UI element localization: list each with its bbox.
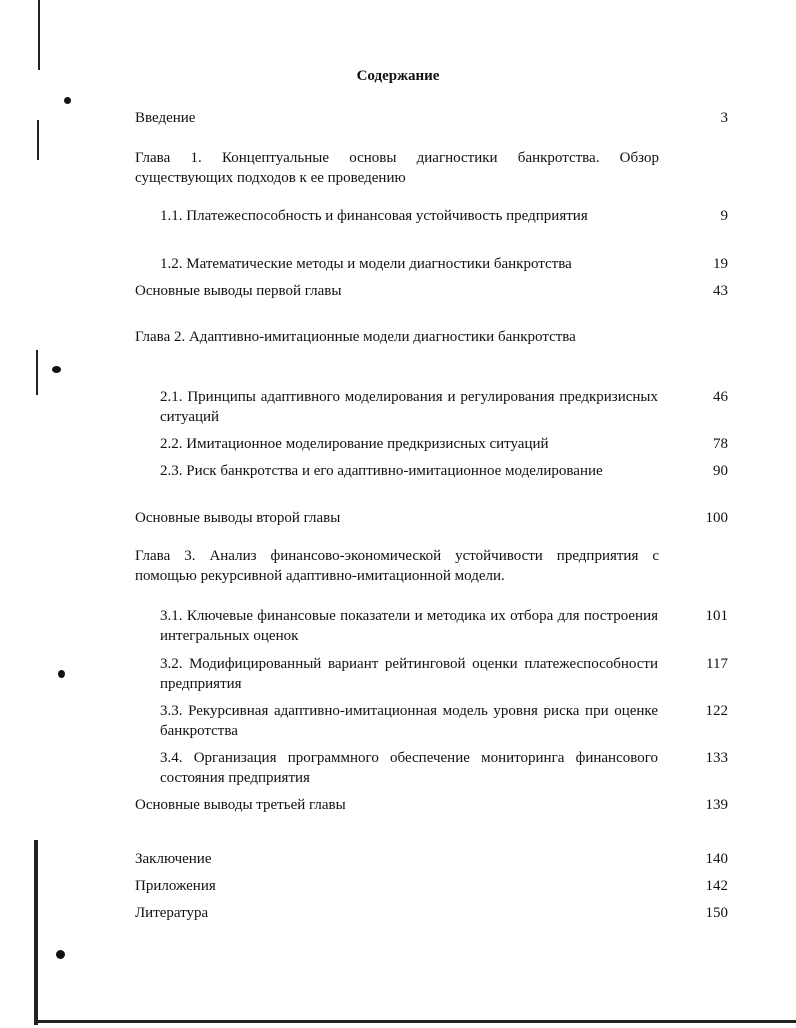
scan-speck	[52, 366, 61, 373]
toc-entry-page: 117	[706, 656, 728, 672]
toc-entry-page: 9	[720, 208, 728, 224]
toc-entry	[135, 108, 728, 128]
toc-entry-title: Глава 2. Адаптивно-имитационные модели диагностики банкротства	[135, 329, 576, 345]
toc-entry-title: Основные выводы второй главы	[135, 510, 341, 526]
scan-speck	[64, 97, 71, 104]
toc-entry-title: 3.2. Модифицированный вариант рейтинговой оценки платежеспособности предприятия	[160, 656, 658, 692]
toc-entry-page: 3	[720, 110, 728, 126]
scan-edge-line	[34, 840, 38, 1025]
toc-entry	[160, 254, 728, 274]
toc-entry-title: Основные выводы третьей главы	[135, 797, 346, 813]
toc-entry	[160, 387, 728, 427]
toc-entry	[160, 654, 728, 694]
toc-entry-title: 2.3. Риск банкротства и его адаптивно-имитационное моделирование	[160, 463, 603, 479]
toc-entry	[160, 606, 728, 646]
scan-edge-line	[36, 350, 38, 395]
toc-entry	[135, 876, 728, 896]
toc-entry	[135, 795, 728, 815]
toc-chapter-heading	[135, 546, 659, 586]
scan-edge-line	[38, 0, 40, 70]
toc-entry-page: 90	[713, 463, 728, 479]
toc-entry-page: 19	[713, 256, 728, 272]
scan-edge-line	[37, 120, 39, 160]
toc-entry-title: Заключение	[135, 851, 212, 867]
page-title: Содержание	[356, 68, 440, 84]
scan-edge-line	[34, 1020, 796, 1023]
toc-entry	[160, 461, 728, 501]
toc-entry-title: Введение	[135, 110, 196, 126]
toc-entry-title: 1.2. Математические методы и модели диагностики банкротства	[160, 256, 572, 272]
toc-entry-title: Глава 1. Концептуальные основы диагностики банкротства. Обзор существующих подходов к ее проведению	[135, 150, 659, 186]
toc-entry	[135, 281, 728, 301]
toc-entry	[160, 434, 728, 454]
toc-entry-page: 133	[705, 750, 728, 766]
toc-entry-title: 3.4. Организация программного обеспечение мониторинга финансового состояния предприятия	[160, 750, 658, 786]
toc-entry	[135, 903, 728, 923]
toc-entry-page: 43	[713, 283, 728, 299]
toc-entry	[160, 701, 728, 741]
toc-entry-page: 46	[713, 389, 728, 405]
toc-entry-page: 101	[705, 608, 728, 624]
toc-entry-title: Литература	[135, 905, 209, 921]
toc-entry	[135, 849, 728, 869]
toc-entry-page: 78	[713, 436, 728, 452]
toc-entry-title: 2.2. Имитационное моделирование предкризисных ситуаций	[160, 436, 549, 452]
toc-entry-title: 1.1. Платежеспособность и финансовая устойчивость предприятия	[160, 208, 588, 224]
toc-entry-page: 100	[705, 510, 728, 526]
toc-entry-title: Приложения	[135, 878, 216, 894]
toc-entry	[135, 508, 728, 528]
toc-chapter-heading	[135, 148, 659, 188]
scan-speck	[56, 950, 65, 959]
scan-speck	[58, 670, 65, 678]
toc-chapter-heading	[135, 327, 659, 367]
toc-entry	[160, 748, 728, 788]
toc-entry-title: 3.3. Рекурсивная адаптивно-имитационная модель уровня риска при оценке банкротства	[160, 703, 658, 739]
toc-entry-page: 142	[705, 878, 728, 894]
toc-entry-title: Глава 3. Анализ финансово-экономической устойчивости предприятия с помощью рекурсивной адаптивно-имитационной модели.	[135, 548, 659, 584]
toc-entry-title: 2.1. Принципы адаптивного моделирования и регулирования предкризисных ситуаций	[160, 389, 658, 425]
toc-entry-title: 3.1. Ключевые финансовые показатели и методика их отбора для построения интегральных оценок	[160, 608, 658, 644]
toc-entry-page: 140	[705, 851, 728, 867]
toc-entry-page: 139	[705, 797, 728, 813]
toc-entry	[160, 206, 728, 246]
toc-entry-page: 122	[705, 703, 728, 719]
toc-entry-page: 150	[705, 905, 728, 921]
toc-entry-title: Основные выводы первой главы	[135, 283, 342, 299]
